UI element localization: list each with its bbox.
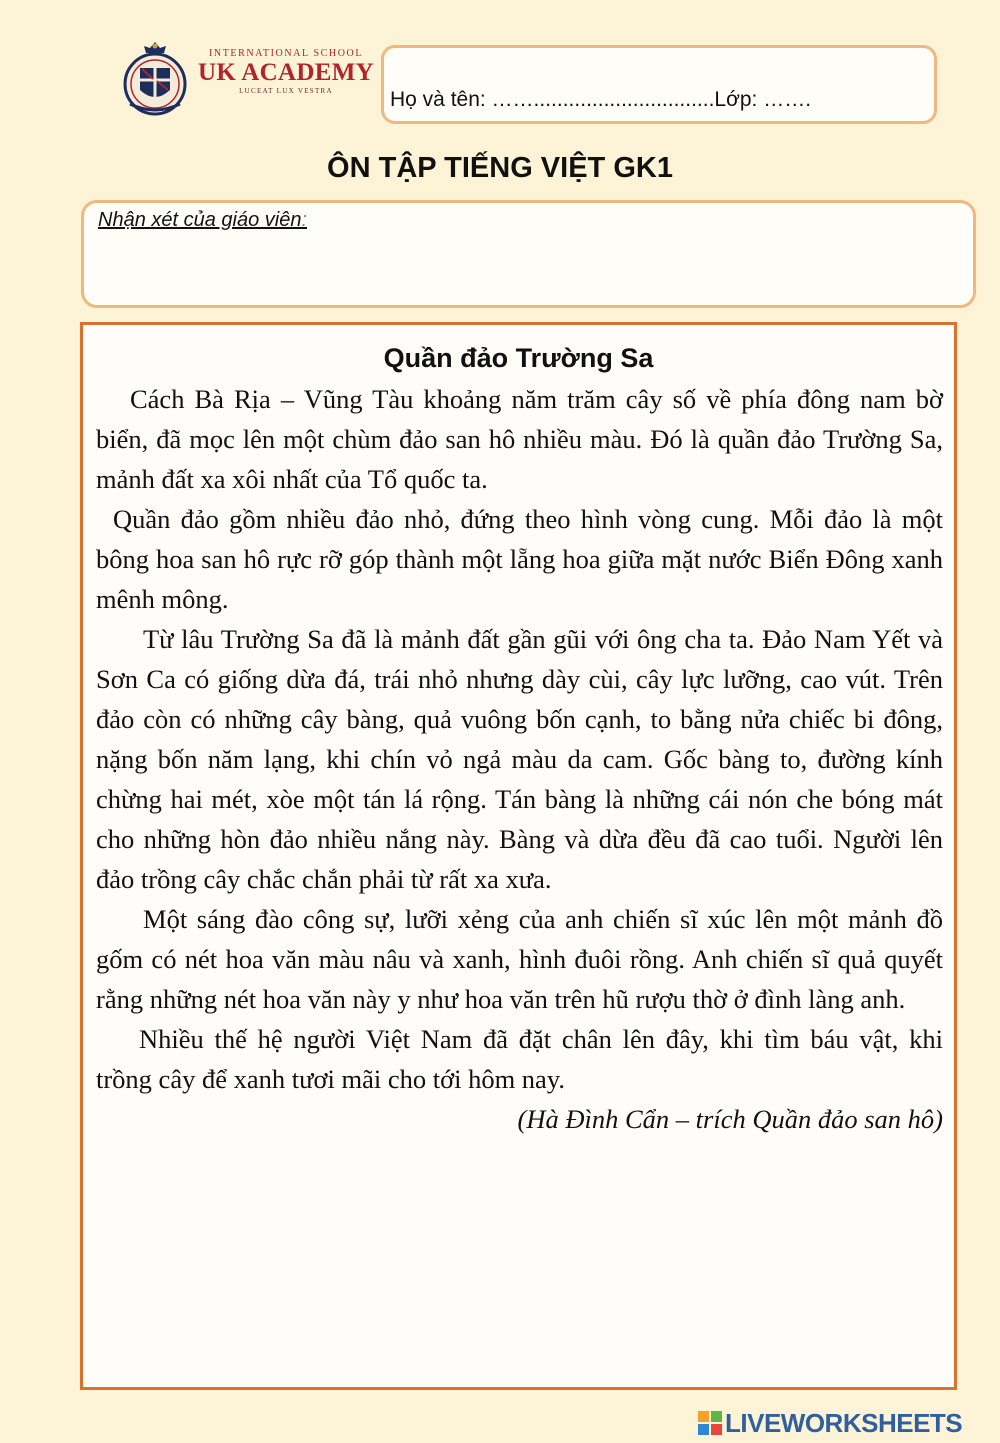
student-name-class-field[interactable]: Họ và tên: ……...............................Lớp: ……. [390,88,812,111]
passage-paragraph-5: Nhiều thế hệ người Việt Nam đã đặt chân lên đây, khi tìm báu vật, khi trồng cây để xanh tươi mãi cho tới hôm nay. [96,1024,943,1094]
school-crest-icon [120,38,190,118]
passage-paragraph-2: Quần đảo gồm nhiều đảo nhỏ, đứng theo hình vòng cung. Mỗi đảo là một bông hoa san hô rực rỡ góp thành một lẵng hoa giữa mặt nước Biển Đông xanh mênh mông. [96,504,943,614]
reading-passage [96,379,943,1139]
student-info-box[interactable] [381,45,937,124]
reading-passage-box [80,322,957,1390]
logo-school-line: INTERNATIONAL SCHOOL [208,48,364,59]
passage-paragraph-1: Cách Bà Rịa – Vũng Tàu khoảng năm trăm cây số về phía đông nam bờ biển, đã mọc lên một chùm đảo san hô nhiều màu. Đó là quần đảo Trường Sa, mảnh đất xa xôi nhất của Tổ quốc ta. [96,384,943,494]
page-title: ÔN TẬP TIẾNG VIỆT GK1 [327,152,673,184]
teacher-comment-box[interactable] [81,200,976,308]
logo-name-line: UK ACADEMY [198,59,374,86]
reading-title: Quần đảo Trường Sa [383,343,654,373]
passage-source: (Hà Đình Cẩn – trích Quần đảo san hô) [517,1104,943,1134]
liveworksheets-logo-icon [697,1410,723,1436]
watermark [697,1408,962,1438]
teacher-comment-colon: : [301,209,308,231]
watermark-text: LIVEWORKSHEETS [725,1407,963,1438]
logo-motto-line: LUCEAT LUX VESTRA [239,87,333,95]
passage-paragraph-3: Từ lâu Trường Sa đã là mảnh đất gần gũi với ông cha ta. Đảo Nam Yết và Sơn Ca có giống dừa đá, trái nhỏ nhưng dày cùi, cây lực lưỡng, cao vút. Trên đảo còn có những cây bàng, quả vuông bốn cạnh, to bằng nửa chiếc bi đông, nặng bốn năm lạng, khi chín vỏ ngả màu da cam. Gốc bàng to, đường kính chừng hai mét, xòe một tán lá rộng. Tán bàng là những cái nón che bóng mát cho những hòn đảo nhiều nắng này. Bàng và dừa đều đã cao tuổi. Người lên đảo trồng cây chắc chắn phải từ rất xa xưa. [96,624,943,894]
teacher-comment-label [98,209,307,232]
passage-paragraph-4: Một sáng đào công sự, lưỡi xẻng của anh chiến sĩ xúc lên một mảnh đồ gốm có nét hoa văn màu nâu và xanh, hình đuôi rồng. Anh chiến sĩ quả quyết rằng những nét hoa văn này y như hoa văn trên hũ rượu thờ ở đình làng anh. [96,904,943,1014]
school-logo [120,38,375,118]
teacher-comment-label-text: Nhận xét của giáo viên [98,209,302,231]
